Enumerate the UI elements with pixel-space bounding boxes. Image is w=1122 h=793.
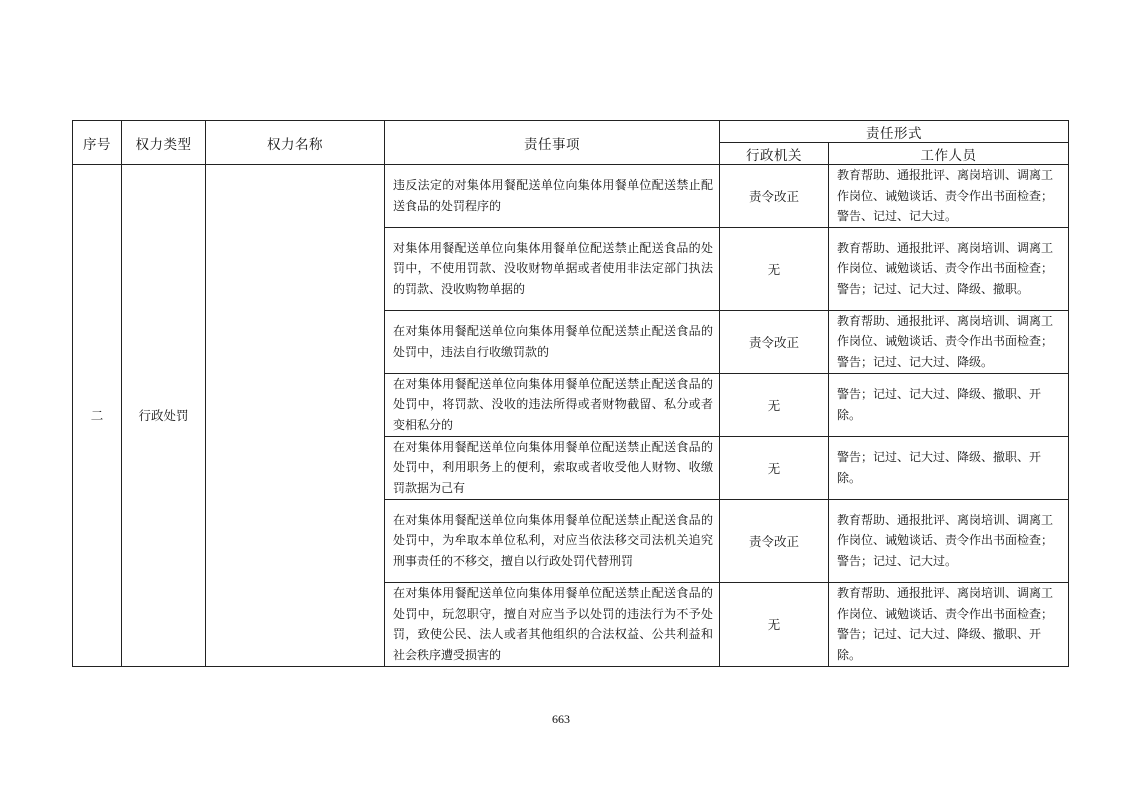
- responsibility-item-cell: 违反法定的对集体用餐配送单位向集体用餐单位配送禁止配送食品的处罚程序的: [385, 165, 720, 228]
- table-body: [73, 165, 1069, 667]
- header-seq: 序号: [73, 121, 122, 165]
- responsibility-table: [72, 120, 1069, 667]
- personnel-cell: 教育帮助、通报批评、离岗培训、调离工作岗位、诫勉谈话、责令作出书面检查；警告、记过、记大过。: [829, 165, 1069, 228]
- table-header: [73, 121, 1069, 165]
- seq-cell: 二: [73, 165, 122, 667]
- agency-cell: 责令改正: [720, 499, 829, 582]
- header-power-type: 权力类型: [122, 121, 206, 165]
- agency-cell: 无: [720, 582, 829, 666]
- header-personnel: 工作人员: [829, 143, 1069, 165]
- responsibility-item-cell: 在对集体用餐配送单位向集体用餐单位配送禁止配送食品的处罚中，玩忽职守，擅自对应当予以处罚的违法行为不予处罚，致使公民、法人或者其他组织的合法权益、公共利益和社会秩序遭受损害的: [385, 582, 720, 666]
- power-type-cell: 行政处罚: [122, 165, 206, 667]
- header-row-top: [73, 121, 1069, 143]
- agency-cell: 责令改正: [720, 310, 829, 373]
- responsibility-item-cell: 在对集体用餐配送单位向集体用餐单位配送禁止配送食品的处罚中，将罚款、没收的违法所得或者财物截留、私分或者变相私分的: [385, 373, 720, 436]
- power-name-cell: [206, 165, 385, 667]
- personnel-cell: 教育帮助、通报批评、离岗培训、调离工作岗位、诫勉谈话、责令作出书面检查；警告；记过、记大过、降级、撤职、开除。: [829, 582, 1069, 666]
- responsibility-item-cell: 在对集体用餐配送单位向集体用餐单位配送禁止配送食品的处罚中，违法自行收缴罚款的: [385, 310, 720, 373]
- responsibility-item-cell: 对集体用餐配送单位向集体用餐单位配送禁止配送食品的处罚中，不使用罚款、没收财物单据或者使用非法定部门执法的罚款、没收购物单据的: [385, 227, 720, 310]
- agency-cell: 无: [720, 227, 829, 310]
- header-power-name: 权力名称: [206, 121, 385, 165]
- responsibility-item-cell: 在对集体用餐配送单位向集体用餐单位配送禁止配送食品的处罚中，为牟取本单位私利，对应当依法移交司法机关追究刑事责任的不移交，擅自以行政处罚代替刑罚: [385, 499, 720, 582]
- agency-cell: 无: [720, 436, 829, 499]
- header-responsibility-form: 责任形式: [720, 121, 1069, 143]
- personnel-cell: 教育帮助、通报批评、离岗培训、调离工作岗位、诫勉谈话、责令作出书面检查；警告；记过、记大过、降级、撤职。: [829, 227, 1069, 310]
- header-agency: 行政机关: [720, 143, 829, 165]
- personnel-cell: 教育帮助、通报批评、离岗培训、调离工作岗位、诫勉谈话、责令作出书面检查；警告；记过、记大过。: [829, 499, 1069, 582]
- header-responsibility-item: 责任事项: [385, 121, 720, 165]
- page-number: 663: [552, 712, 570, 726]
- agency-cell: 无: [720, 373, 829, 436]
- table-row: [73, 165, 1069, 228]
- personnel-cell: 教育帮助、通报批评、离岗培训、调离工作岗位、诫勉谈话、责令作出书面检查；警告；记过、记大过、降级。: [829, 310, 1069, 373]
- agency-cell: 责令改正: [720, 165, 829, 228]
- responsibility-item-cell: 在对集体用餐配送单位向集体用餐单位配送禁止配送食品的处罚中，利用职务上的便利，索取或者收受他人财物、收缴罚款据为己有: [385, 436, 720, 499]
- personnel-cell: 警告；记过、记大过、降级、撤职、开除。: [829, 373, 1069, 436]
- personnel-cell: 警告；记过、记大过、降级、撤职、开除。: [829, 436, 1069, 499]
